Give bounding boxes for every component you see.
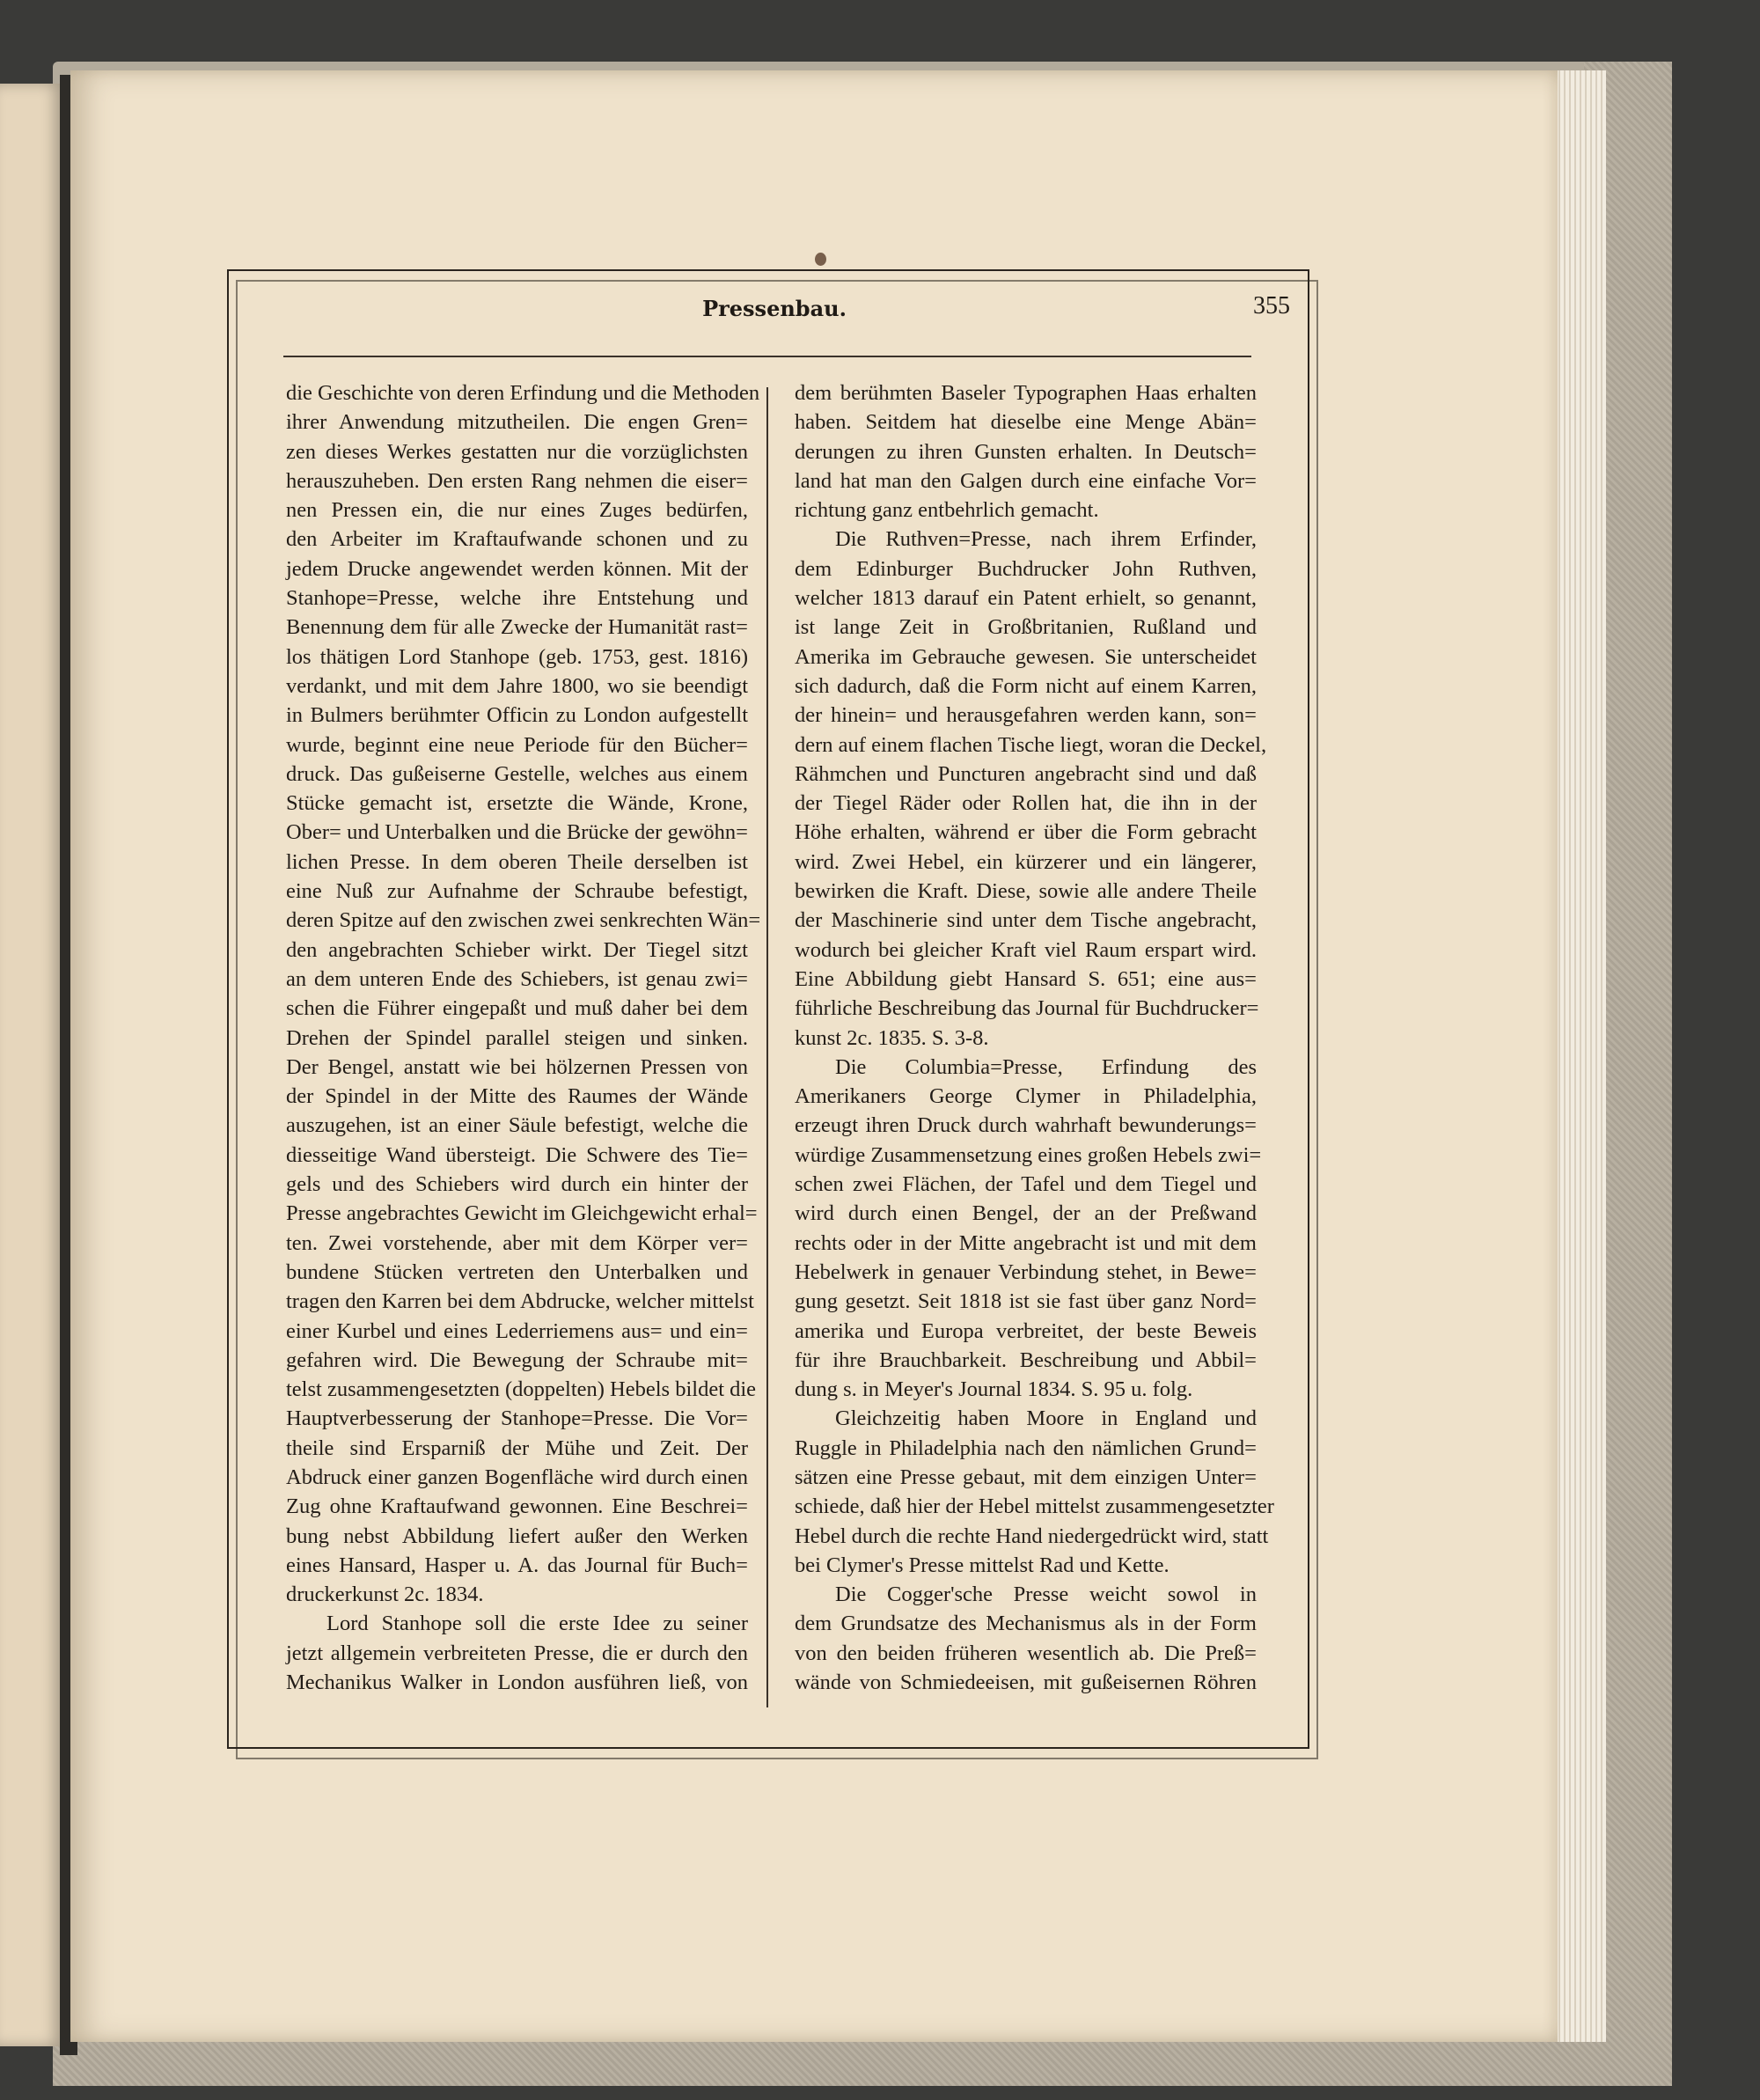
running-title: Pressenbau. — [702, 296, 847, 321]
text-line: dung s. in Meyer's Journal 1834. S. 95 u. folg. — [795, 1377, 1193, 1402]
text-line: Amerika im Gebrauche gewesen. Sie unterscheidet — [795, 644, 1257, 669]
text-line: dem Grundsatze des Mechanismus als in der Form — [795, 1612, 1257, 1636]
text-line: Hebelwerk in genauer Verbindung stehet, in Bewe= — [795, 1259, 1257, 1284]
text-line: Rähmchen und Puncturen angebracht sind und daß — [795, 761, 1257, 786]
text-line: der Maschinerie sind unter dem Tische angebracht, — [795, 908, 1257, 933]
text-line: verdankt, und mit dem Jahre 1800, wo sie beendigt — [286, 673, 748, 698]
text-line: Gleichzeitig haben Moore in England und — [835, 1406, 1257, 1431]
text-line: dem berühmten Baseler Typographen Haas erhalten — [795, 381, 1257, 405]
facing-page-edge — [0, 84, 63, 2046]
text-line: eines Hansard, Hasper u. A. das Journal für Buch= — [286, 1553, 748, 1577]
text-line: tragen den Karren bei dem Abdrucke, welcher mittelst — [286, 1289, 754, 1314]
text-line: jedem Drucke angewendet werden können. Mit der — [286, 556, 748, 581]
text-line: der Spindel in der Mitte des Raumes der Wände — [286, 1084, 748, 1109]
text-line: Hauptverbesserung der Stanhope=Presse. Die Vor= — [286, 1406, 748, 1431]
text-line: den Arbeiter im Kraftaufwande schonen und zu — [286, 527, 748, 552]
text-line: jetzt allgemein verbreiteten Presse, die er durch den — [286, 1641, 748, 1665]
text-line: theile sind Ersparniß der Mühe und Zeit. Der — [286, 1435, 748, 1460]
text-line: Höhe erhalten, während er über die Form gebracht — [795, 820, 1257, 845]
text-line: der Tiegel Räder oder Rollen hat, die ihn in der — [795, 791, 1257, 816]
text-line: land hat man den Galgen durch eine einfache Vor= — [795, 468, 1257, 493]
text-line: druckerkunst 2c. 1834. — [286, 1582, 484, 1607]
text-line: sich dadurch, daß die Form nicht auf einem Karren, — [795, 673, 1257, 698]
header-rule — [283, 356, 1251, 357]
text-line: Mechanikus Walker in London ausführen ließ, von — [286, 1670, 748, 1695]
text-line: rechts oder in der Mitte angebracht ist und mit dem — [795, 1230, 1257, 1255]
text-line: gefahren wird. Die Bewegung der Schraube mit= — [286, 1347, 748, 1372]
text-line: bei Clymer's Presse mittelst Rad und Kette. — [795, 1553, 1170, 1577]
text-line: Drehen der Spindel parallel steigen und sinken. — [286, 1025, 748, 1050]
text-line: wird durch einen Bengel, der an der Preßwand — [795, 1201, 1257, 1226]
text-line: dern auf einem flachen Tische liegt, woran die Deckel, — [795, 732, 1267, 757]
text-line: Presse angebrachtes Gewicht im Gleichgewicht erhal= — [286, 1201, 758, 1226]
text-line: Benennung dem für alle Zwecke der Humanität rast= — [286, 615, 748, 640]
text-line: Die Columbia=Presse, Erfindung des — [835, 1054, 1257, 1079]
text-line: für ihre Brauchbarkeit. Beschreibung und Abbil= — [795, 1347, 1257, 1372]
text-line: ist lange Zeit in Großbritanien, Rußland und — [795, 615, 1257, 640]
text-line: haben. Seitdem hat dieselbe eine Menge Abän= — [795, 410, 1257, 435]
text-line: Der Bengel, anstatt wie bei hölzernen Pressen von — [286, 1054, 748, 1079]
text-line: die Geschichte von deren Erfindung und die Methoden — [286, 381, 760, 405]
text-line: dem Edinburger Buchdrucker John Ruthven, — [795, 556, 1257, 581]
text-line: bung nebst Abbildung liefert außer den Werken — [286, 1524, 748, 1548]
text-line: in Bulmers berühmter Officin zu London aufgestellt — [286, 703, 748, 728]
text-line: bewirken die Kraft. Diese, sowie alle andere Theile — [795, 879, 1257, 904]
text-line: gung gesetzt. Seit 1818 ist sie fast über ganz Nord= — [795, 1289, 1257, 1314]
text-line: Die Cogger'sche Presse weicht sowol in — [835, 1582, 1257, 1607]
text-line: bundene Stücken vertreten den Unterbalken und — [286, 1259, 748, 1284]
text-line: eine Nuß zur Aufnahme der Schraube befestigt, — [286, 879, 748, 904]
text-line: schen die Führer eingepaßt und muß daher bei dem — [286, 996, 748, 1021]
text-line: telst zusammengesetzten (doppelten) Hebels bildet die — [286, 1377, 757, 1402]
text-line: amerika und Europa verbreitet, der beste Beweis — [795, 1318, 1257, 1343]
text-line: deren Spitze auf den zwischen zwei senkrechten Wän= — [286, 908, 761, 933]
text-line: derungen zu ihren Gunsten erhalten. In Deutsch= — [795, 439, 1257, 464]
text-line: erzeugt ihren Druck durch wahrhaft bewunderungs= — [795, 1113, 1257, 1138]
text-line: wände von Schmiedeeisen, mit gußeisernen Röhren — [795, 1670, 1257, 1695]
text-line: Eine Abbildung giebt Hansard S. 651; eine aus= — [795, 966, 1257, 991]
text-line: Lord Stanhope soll die erste Idee zu seiner — [326, 1612, 748, 1636]
text-line: Amerikaners George Clymer in Philadelphia, — [795, 1084, 1257, 1109]
text-line: an dem unteren Ende des Schiebers, ist genau zwi= — [286, 966, 748, 991]
text-line: einer Kurbel und eines Lederriemens aus= und ein= — [286, 1318, 748, 1343]
text-line: wurde, beginnt eine neue Periode für den Bücher= — [286, 732, 748, 757]
text-line: Ruggle in Philadelphia nach den nämlichen Grund= — [795, 1435, 1257, 1460]
text-line: wird. Zwei Hebel, ein kürzerer und ein längerer, — [795, 849, 1257, 874]
page-number: 355 — [1253, 292, 1290, 319]
text-line: zen dieses Werkes gestatten nur die vorzüglichsten — [286, 439, 748, 464]
text-line: kunst 2c. 1835. S. 3-8. — [795, 1025, 989, 1050]
text-line: schen zwei Flächen, der Tafel und dem Tiegel und — [795, 1172, 1257, 1197]
column-divider — [766, 387, 768, 1707]
text-line: welcher 1813 darauf ein Patent erhielt, so genannt, — [795, 586, 1257, 611]
text-line: druck. Das gußeiserne Gestelle, welches aus einem — [286, 761, 748, 786]
text-line: auszugehen, ist an einer Säule befestigt, welche die — [286, 1113, 748, 1138]
text-line: Stanhope=Presse, welche ihre Entstehung und — [286, 586, 748, 611]
text-line: Zug ohne Kraftaufwand gewonnen. Eine Beschrei= — [286, 1494, 748, 1519]
text-line: von den beiden früheren wesentlich ab. Die Preß= — [795, 1641, 1257, 1665]
text-line: ihrer Anwendung mitzutheilen. Die engen Gren= — [286, 410, 748, 435]
text-line: los thätigen Lord Stanhope (geb. 1753, gest. 1816) — [286, 644, 748, 669]
ink-spot — [815, 253, 826, 266]
text-line: Die Ruthven=Presse, nach ihrem Erfinder, — [835, 527, 1257, 552]
text-line: Stücke gemacht ist, ersetzte die Wände, Krone, — [286, 791, 748, 816]
text-line: sätzen eine Presse gebaut, mit dem einzigen Unter= — [795, 1465, 1257, 1489]
text-line: führliche Beschreibung das Journal für Buchdrucker= — [795, 996, 1259, 1021]
text-line: nen Pressen ein, die nur eines Zuges bedürfen, — [286, 498, 748, 523]
text-line: den angebrachten Schieber wirkt. Der Tiegel sitzt — [286, 937, 748, 962]
text-line: diesseitige Wand übersteigt. Die Schwere des Tie= — [286, 1142, 748, 1167]
text-line: Hebel durch die rechte Hand niedergedrückt wird, statt — [795, 1524, 1269, 1548]
text-line: würdige Zusammensetzung eines großen Hebels zwi= — [795, 1142, 1262, 1167]
text-line: herauszuheben. Den ersten Rang nehmen die eiser= — [286, 468, 748, 493]
text-line: Abdruck einer ganzen Bogenfläche wird durch einen — [286, 1465, 748, 1489]
text-line: der hinein= und herausgefahren werden kann, son= — [795, 703, 1257, 728]
text-line: richtung ganz entbehrlich gemacht. — [795, 498, 1099, 523]
text-line: ten. Zwei vorstehende, aber mit dem Körper ver= — [286, 1230, 748, 1255]
left-column — [286, 378, 761, 1697]
text-line: Ober= und Unterbalken und die Brücke der gewöhn= — [286, 820, 748, 845]
text-line: schiede, daß hier der Hebel mittelst zusammengesetzter — [795, 1494, 1274, 1519]
text-line: wodurch bei gleicher Kraft viel Raum erspart wird. — [795, 937, 1257, 962]
text-line: lichen Presse. In dem oberen Theile derselben ist — [286, 849, 748, 874]
text-line: gels und des Schiebers wird durch ein hinter der — [286, 1172, 748, 1197]
right-column — [795, 378, 1274, 1697]
